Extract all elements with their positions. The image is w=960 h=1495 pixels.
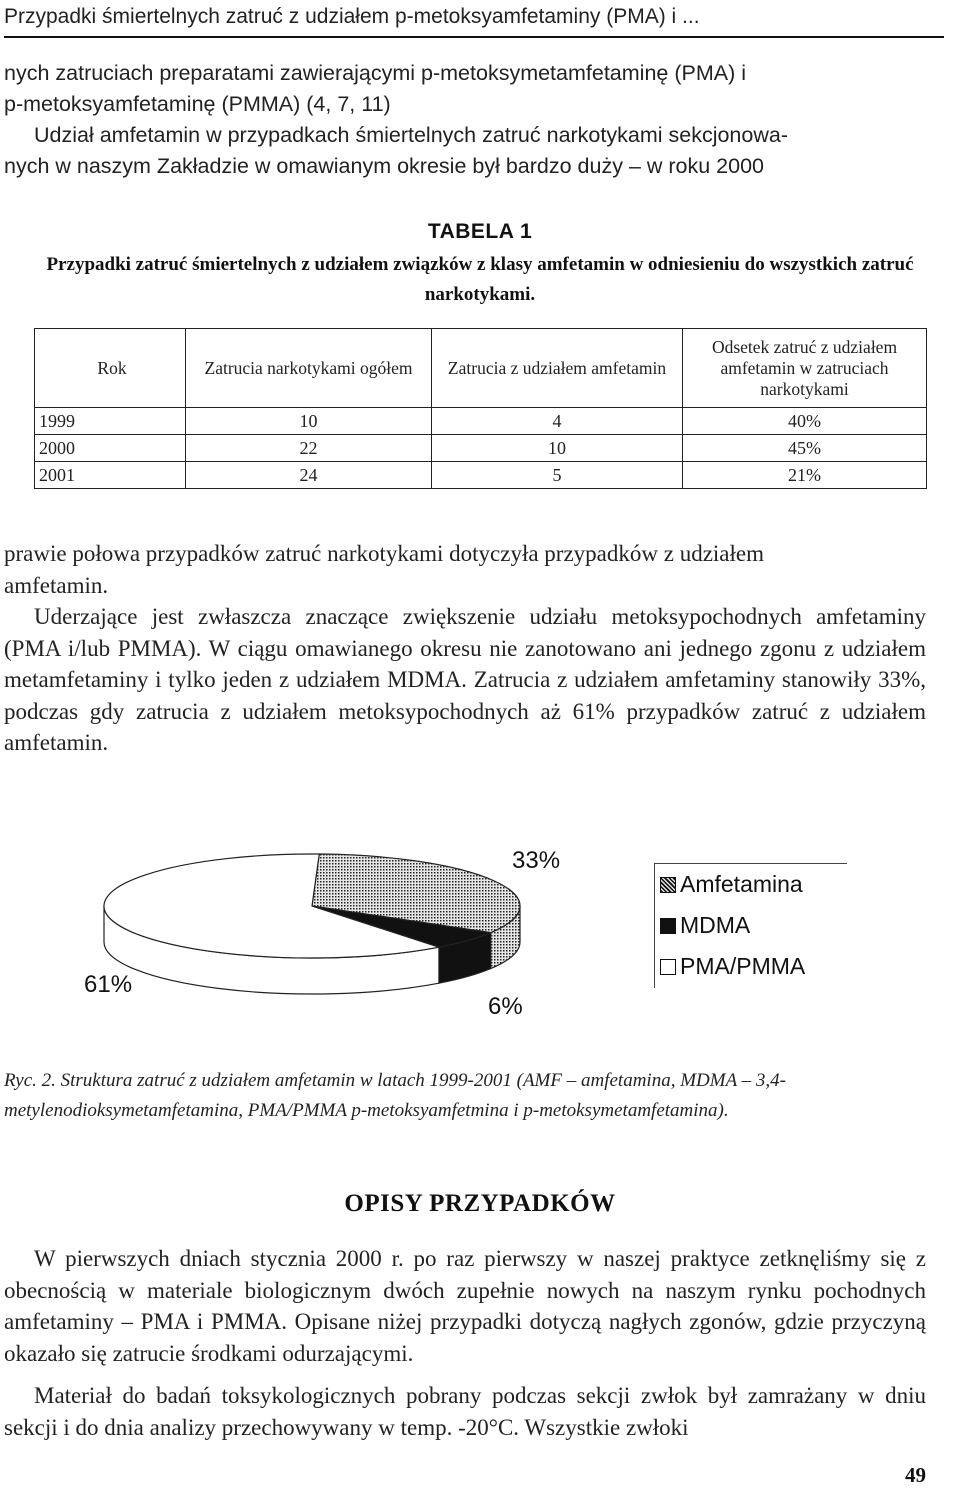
- body-paragraph-1: [4, 538, 926, 601]
- legend-label: PMA/PMMA: [680, 953, 806, 979]
- table-cell: 22: [186, 435, 432, 462]
- pie-data-label: 33%: [512, 847, 561, 874]
- pie-data-label: 6%: [488, 993, 523, 1020]
- table-row: [35, 408, 927, 435]
- legend-item-mdma: [655, 905, 847, 946]
- table-cell: 40%: [683, 408, 927, 435]
- pie-top: [104, 854, 520, 958]
- body-text: Uderzające jest zwłaszcza znaczące zwiększenie udziału metoksypochodnych amfetaminy (PMA i/lub PMMA). W ciągu omawianego okresu nie zanotowano ani jednego zgonu z udziałem metamfetaminy i tylko jeden z udziałem MDMA. Zatrucia z udziałem amfetaminy stanowiły 33%, podczas gdy zatrucia z udziałem metoksypochodnych aż 61% przypadków zatruć z udziałem amfetamin.: [4, 604, 926, 755]
- section-title: OPISY PRZYPADKÓW: [344, 1190, 616, 1217]
- running-head: Przypadki śmiertelnych zatruć z udziałem p-metoksyamfetaminy (PMA) i ...: [4, 2, 944, 38]
- table-cell: 10: [186, 408, 432, 435]
- table-row: [35, 435, 927, 462]
- body-paragraph-2: [4, 601, 926, 759]
- body-line: amfetamin.: [4, 572, 109, 598]
- table-number: TABELA 1: [427, 220, 533, 243]
- body-line: prawie połowa przypadków zatruć narkotykami dotyczyła przypadków z udziałem: [4, 541, 764, 566]
- table-cell: 45%: [683, 435, 927, 462]
- header-cell: Zatrucia narkotykami ogółem: [186, 329, 432, 408]
- data-table: [34, 328, 927, 489]
- section-paragraph-1: [4, 1243, 926, 1369]
- table-cell: 1999: [35, 408, 186, 435]
- legend-label: Amfetamina: [680, 871, 803, 897]
- chart-legend: [654, 863, 847, 988]
- legend-item-amfetamina: [655, 864, 847, 905]
- section-text: W pierwszych dniach stycznia 2000 r. po raz pierwszy w naszej praktyce zetknęliśmy się z obecnością w materiale biologicznym dwóch zupełnie nowych na naszym rynku pochodnych amfetaminy – PMA i PMMA. Opisane niżej przypadki dotyczą nagłych zgonów, gdzie przyczyną okazało się zatrucie środkami odurzającymi.: [4, 1246, 926, 1366]
- intro-line: p-metoksyamfetaminę (PMMA) (4, 7, 11): [4, 92, 391, 116]
- table-title: Przypadki zatruć śmiertelnych z udziałem związków z klasy amfetamin w odniesieniu do wszystkich zatruć narkotykami.: [46, 254, 914, 305]
- legend-label: MDMA: [680, 912, 751, 938]
- table-header-row: [35, 329, 927, 408]
- table-cell: 24: [186, 462, 432, 489]
- legend-item-pma-pmma: [655, 946, 847, 987]
- table-cell: 10: [432, 435, 683, 462]
- pie-data-label: 61%: [84, 971, 133, 998]
- legend-swatch: [660, 877, 676, 893]
- header-cell: Odsetek zatruć z udziałem amfetamin w zatruciach narkotykami: [683, 329, 927, 408]
- pie-chart: [80, 836, 561, 1026]
- header-cell: Rok: [35, 329, 186, 408]
- intro-paragraph: [4, 58, 926, 182]
- intro-line: nych w naszym Zakładzie w omawianym okresie był bardzo duży – w roku 2000: [4, 154, 764, 178]
- table-cell: 2000: [35, 435, 186, 462]
- section-text: Materiał do badań toksykologicznych pobrany podczas sekcji zwłok był zamrażany w dniu sekcji i do dnia analizy przechowywany w temp. -20°C. Wszystkie zwłoki: [4, 1383, 926, 1440]
- header-cell: Zatrucia z udziałem amfetamin: [432, 329, 683, 408]
- intro-line: Udział amfetamin w przypadkach śmiertelnych zatruć narkotykami sekcjonowa-: [34, 123, 788, 147]
- table-cell: 5: [432, 462, 683, 489]
- table-row: [35, 462, 927, 489]
- table-cell: 21%: [683, 462, 927, 489]
- page-number: 49: [905, 1463, 926, 1487]
- table-cell: 4: [432, 408, 683, 435]
- figure-caption: Ryc. 2. Struktura zatruć z udziałem amfetamin w latach 1999-2001 (AMF – amfetamina, MDMA – 3,4-metylenodioksymetamfetamina, PMA/PMMA p-metoksyamfetmina i p-metoksymetamfetamina).: [4, 1070, 786, 1121]
- section-paragraph-2: [4, 1380, 926, 1443]
- legend-swatch: [660, 918, 676, 934]
- intro-line: nych zatruciach preparatami zawierającymi p-metoksymetamfetaminę (PMA) i: [4, 61, 746, 85]
- table-cell: 2001: [35, 462, 186, 489]
- legend-swatch: [660, 959, 676, 975]
